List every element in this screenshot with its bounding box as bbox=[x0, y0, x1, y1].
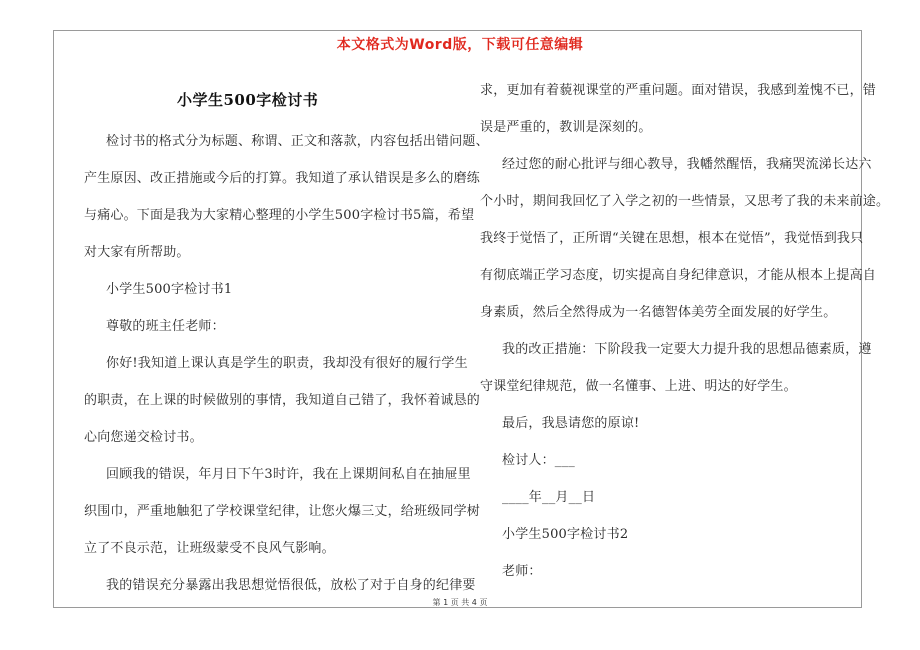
paragraph-line: 我的错误充分暴露出我思想觉悟很低，放松了对于自身的纪律要 bbox=[106, 578, 476, 593]
paragraph-line: 守课堂纪律规范，做一名懂事、上进、明达的好学生。 bbox=[480, 379, 797, 394]
section-heading: 小学生500字检讨书2 bbox=[502, 527, 629, 542]
paragraph-line: 的职责，在上课的时候做别的事情，我知道自己错了，我怀着诚恳的 bbox=[84, 393, 481, 408]
paragraph-line: 与痛心。下面是我为大家精心整理的小学生500字检讨书5篇，希望 bbox=[84, 208, 475, 223]
document-title: 小学生500字检讨书 bbox=[177, 91, 319, 109]
date-line: ____年__月__日 bbox=[502, 490, 596, 505]
salutation: 老师： bbox=[502, 564, 542, 579]
page-number: 第 1 页 共 4 页 bbox=[432, 598, 488, 607]
paragraph-line: 你好!我知道上课认真是学生的职责，我却没有很好的履行学生 bbox=[106, 356, 468, 371]
paragraph-line: 对大家有所帮助。 bbox=[84, 245, 190, 260]
paragraph-line: 我的改正措施：下阶段我一定要大力提升我的思想品德素质，遵 bbox=[502, 342, 872, 357]
signature-line: 检讨人：___ bbox=[502, 453, 575, 468]
paragraph-line: 有彻底端正学习态度，切实提高自身纪律意识，才能从根本上提高自 bbox=[480, 268, 877, 283]
paragraph-line: 立了不良示范，让班级蒙受不良风气影响。 bbox=[84, 541, 335, 556]
paragraph-line: 心向您递交检讨书。 bbox=[84, 430, 203, 445]
salutation: 尊敬的班主任老师： bbox=[106, 319, 225, 334]
paragraph-line: 我终于觉悟了，正所谓“关键在思想，根本在觉悟”，我觉悟到我只 bbox=[480, 231, 864, 246]
format-banner: 本文格式为Word版，下载可任意编辑 bbox=[336, 37, 584, 53]
paragraph-line: 最后，我恳请您的原谅! bbox=[502, 416, 640, 431]
paragraph-line: 产生原因、改正措施或今后的打算。我知道了承认错误是多么的磨练 bbox=[84, 171, 481, 186]
paragraph-line: 误是严重的，教训是深刻的。 bbox=[480, 120, 652, 135]
paragraph-line: 身素质，然后全然得成为一名德智体美劳全面发展的好学生。 bbox=[480, 305, 837, 320]
section-heading: 小学生500字检讨书1 bbox=[106, 282, 233, 297]
paragraph-line: 求，更加有着藐视课堂的严重问题。面对错误，我感到羞愧不已，错 bbox=[480, 83, 877, 98]
paragraph-line: 检讨书的格式分为标题、称谓、正文和落款，内容包括出错问题、 bbox=[106, 134, 489, 149]
paragraph-line: 经过您的耐心批评与细心教导，我幡然醒悟，我痛哭流涕长达六 bbox=[502, 157, 872, 172]
paragraph-line: 织围巾，严重地触犯了学校课堂纪律，让您火爆三丈，给班级同学树 bbox=[84, 504, 481, 519]
paragraph-line: 回顾我的错误，年月日下午3时许，我在上课期间私自在抽屉里 bbox=[106, 467, 471, 482]
paragraph-line: 个小时，期间我回忆了入学之初的一些情景，又思考了我的未来前途。 bbox=[480, 194, 890, 209]
